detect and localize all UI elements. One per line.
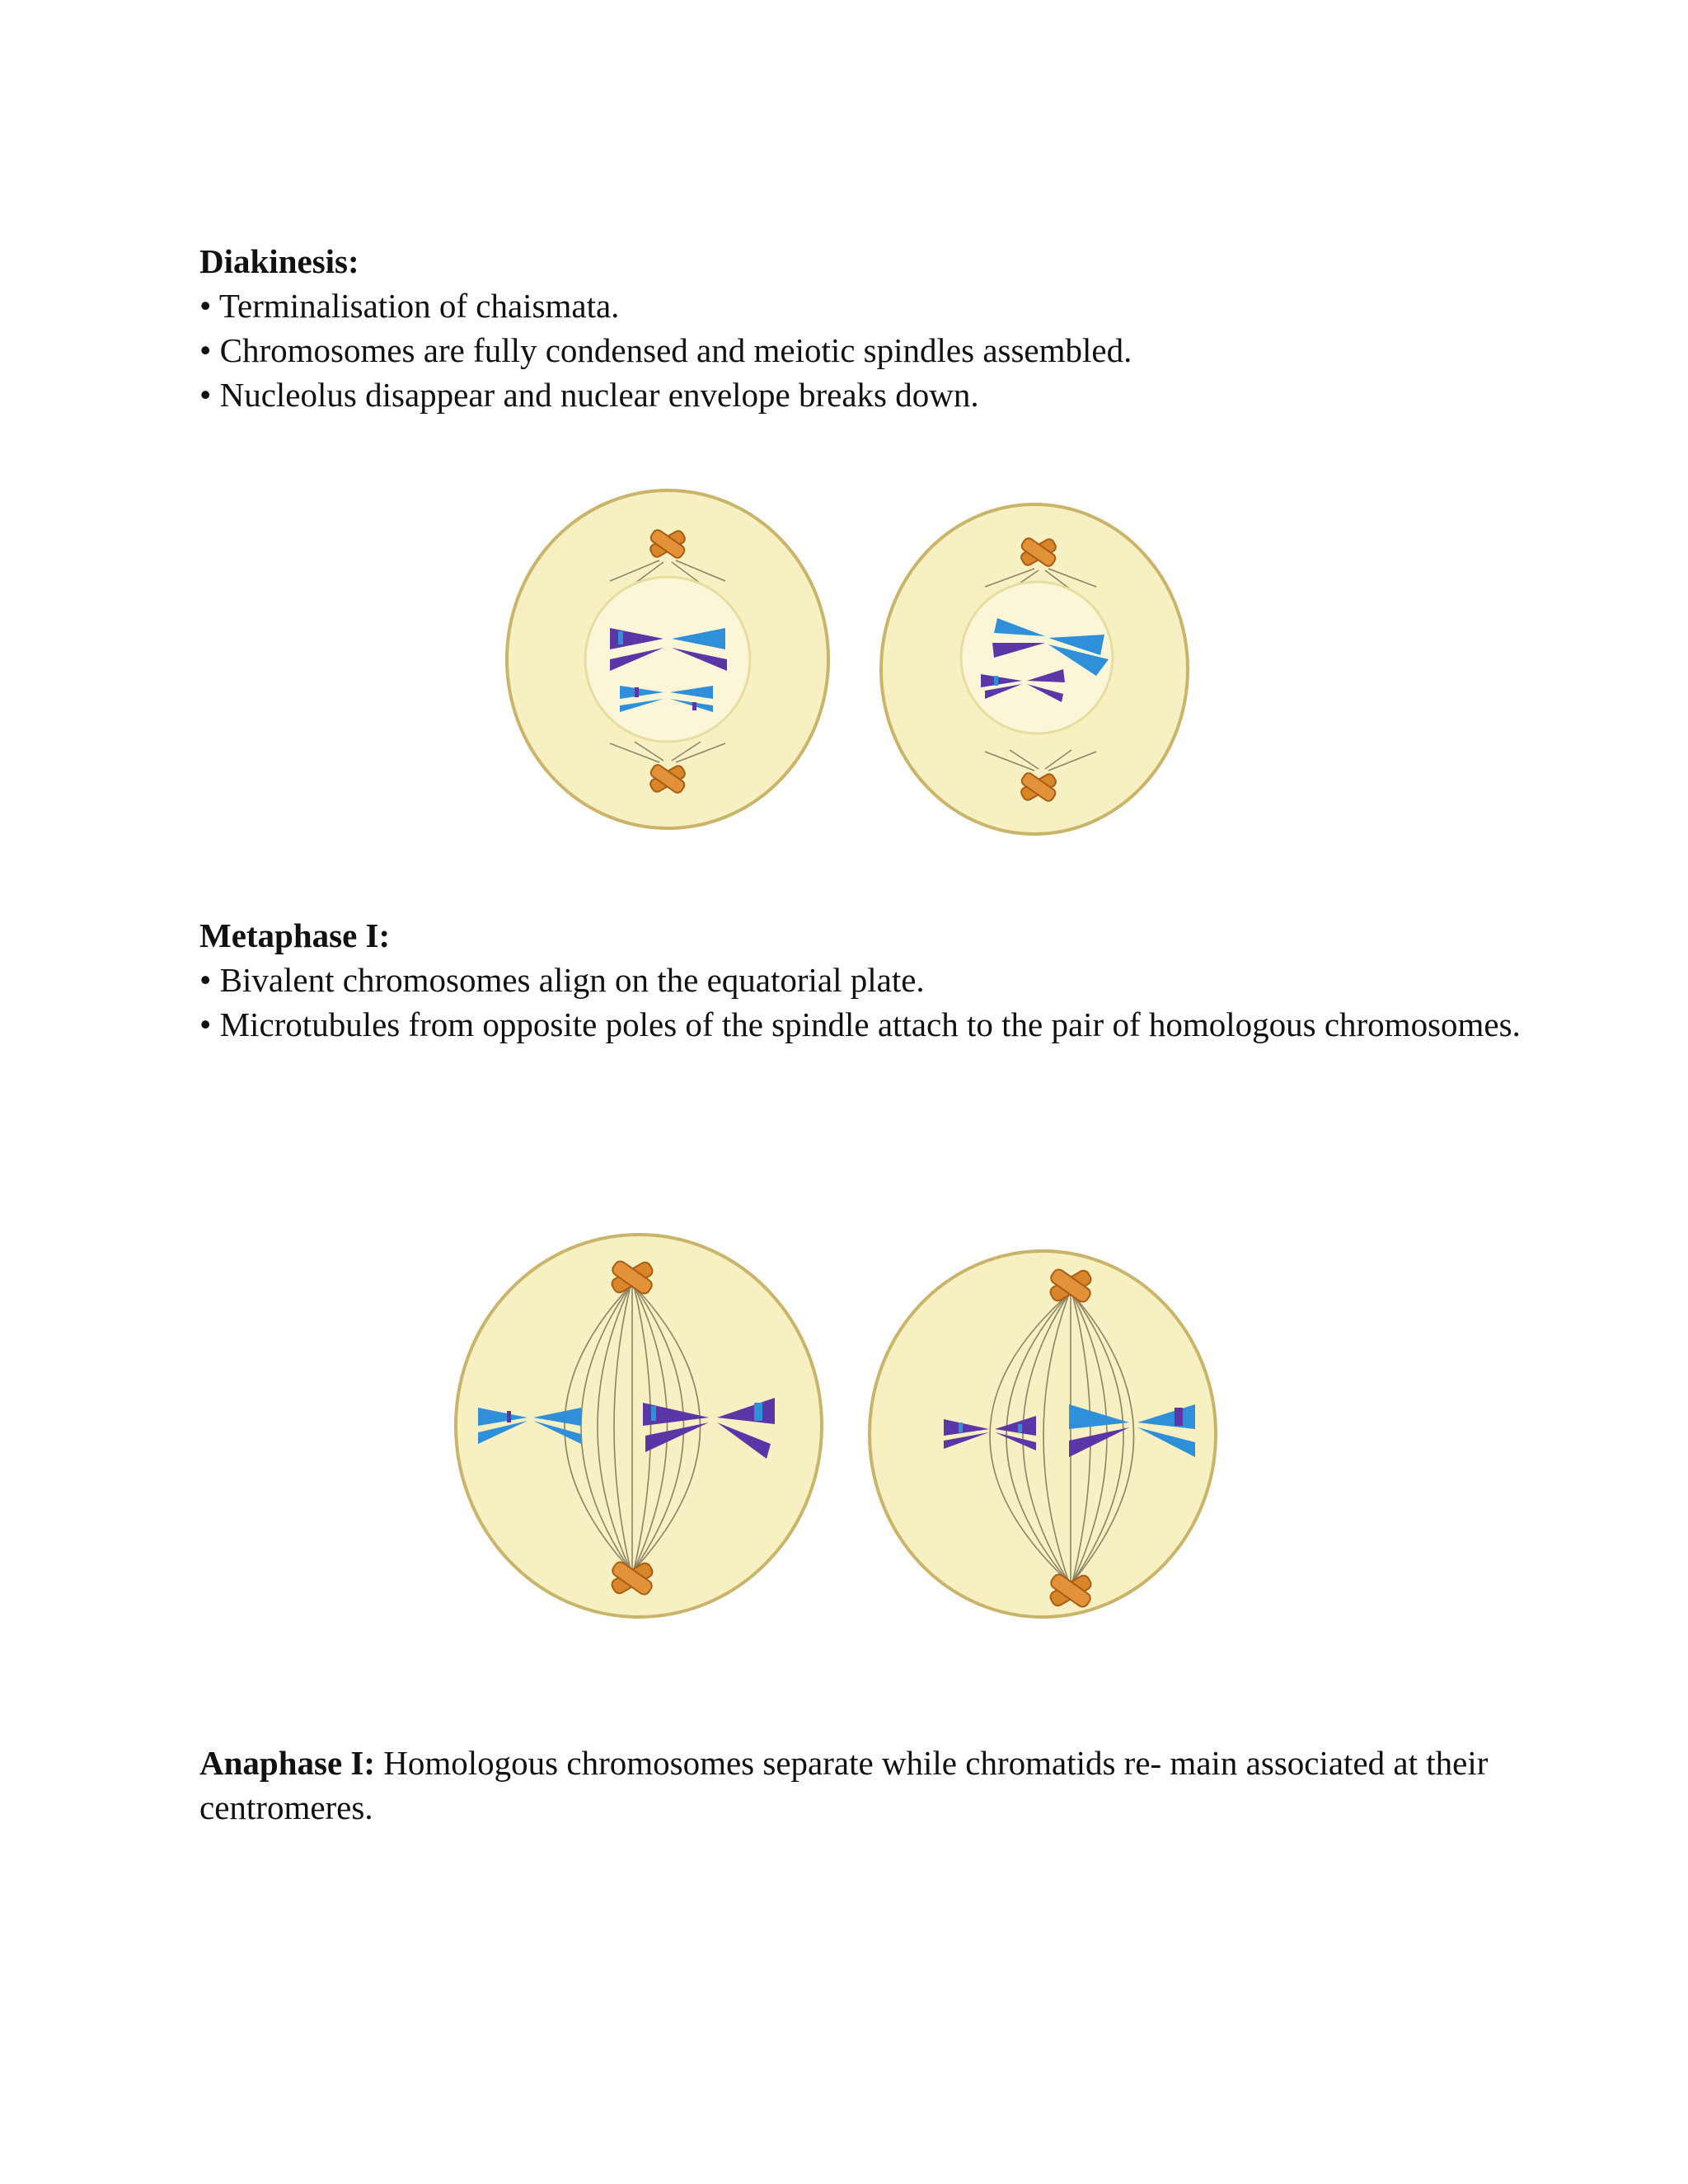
anaphase-text: Homologous chromosomes separate while chromatids re- main associated at their centromeres. bbox=[199, 1744, 1489, 1826]
metaphase-title: Metaphase I: bbox=[199, 916, 391, 954]
diakinesis-figure bbox=[495, 486, 1195, 841]
metaphase-figure bbox=[449, 1228, 1240, 1632]
metaphase-bullet-2: • Microtubules from opposite poles of the spindle attach to the pair of homologous chromosomes. bbox=[199, 1005, 1521, 1043]
anaphase-section bbox=[199, 1741, 1535, 1830]
anaphase-title: Anaphase I: bbox=[199, 1744, 376, 1782]
diakinesis-bullet-3: • Nucleolus disappear and nuclear envelope breaks down. bbox=[199, 376, 979, 414]
diakinesis-bullet-1: • Terminalisation of chaismata. bbox=[199, 287, 620, 325]
diakinesis-cell-1 bbox=[507, 490, 828, 828]
metaphase-section bbox=[199, 913, 1535, 1047]
anaphase-paragraph bbox=[199, 1741, 1535, 1830]
metaphase-cell-1 bbox=[456, 1235, 822, 1617]
metaphase-bullet-1: • Bivalent chromosomes align on the equatorial plate. bbox=[199, 961, 925, 999]
diakinesis-bullet-2: • Chromosomes are fully condensed and meiotic spindles assembled. bbox=[199, 331, 1132, 369]
diakinesis-cell-2 bbox=[881, 504, 1188, 834]
metaphase-cell-2 bbox=[870, 1251, 1216, 1617]
diakinesis-section bbox=[199, 239, 1535, 417]
diakinesis-title: Diakinesis: bbox=[199, 242, 359, 280]
